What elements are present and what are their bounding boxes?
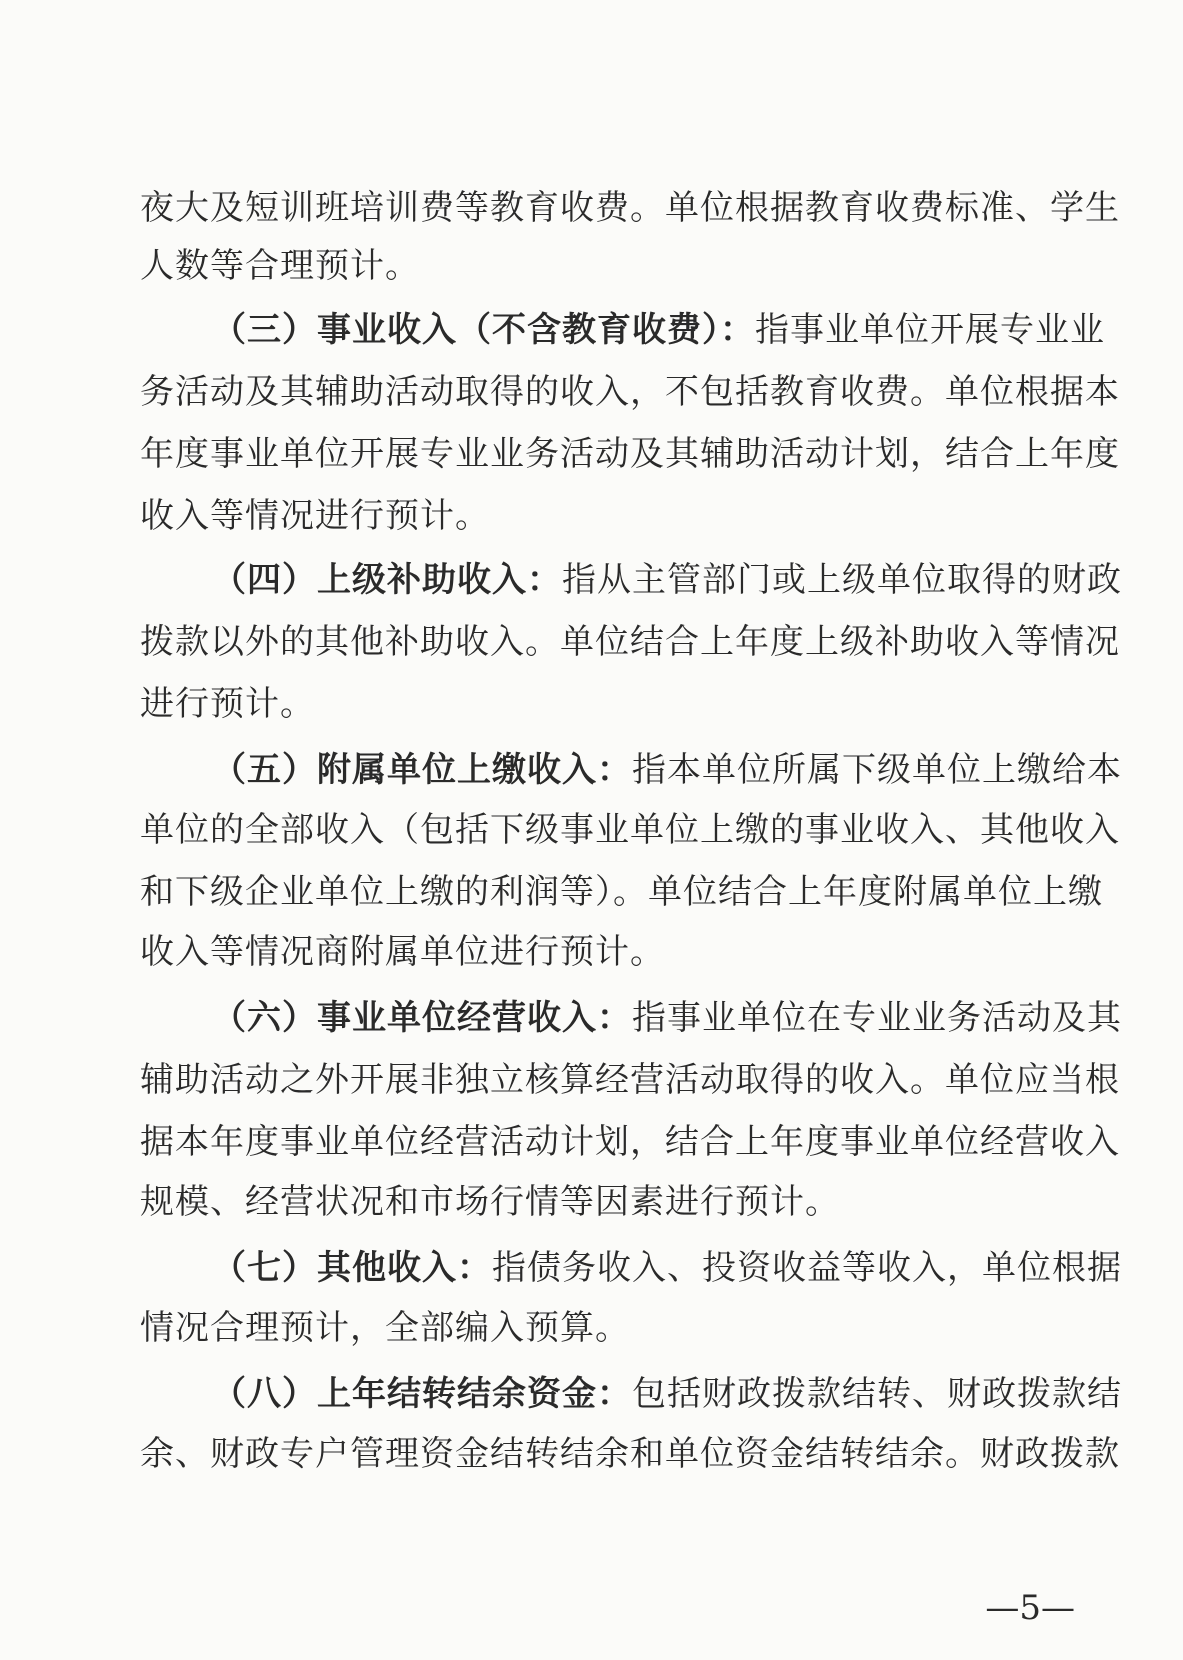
line-text: 情况合理预计，全部编入预算。 bbox=[140, 1308, 630, 1348]
section-7-heading: （七）其他收入： bbox=[212, 1248, 492, 1288]
body-line bbox=[140, 922, 1075, 982]
body-line bbox=[140, 1112, 1120, 1172]
section-6-heading-line bbox=[212, 988, 1122, 1048]
line-text: 指从主管部门或上级单位取得的财政 bbox=[562, 560, 1122, 600]
body-line bbox=[140, 612, 1120, 672]
body-line bbox=[140, 800, 1120, 860]
section-5-heading-line bbox=[212, 740, 1122, 800]
body-line bbox=[140, 1424, 1120, 1484]
body-line bbox=[140, 862, 1103, 922]
line-text: 辅助活动之外开展非独立核算经营活动取得的收入。单位应当根 bbox=[140, 1060, 1120, 1100]
section-3-heading: （三）事业收入（不含教育收费）： bbox=[212, 310, 755, 350]
section-6-heading: （六）事业单位经营收入： bbox=[212, 998, 632, 1038]
line-text: 进行预计。 bbox=[140, 684, 315, 724]
body-line bbox=[140, 674, 1075, 734]
line-text: 指本单位所属下级单位上缴给本 bbox=[632, 750, 1122, 790]
section-8-heading: （八）上年结转结余资金： bbox=[212, 1374, 632, 1414]
line-text: 拨款以外的其他补助收入。单位结合上年度上级补助收入等情况 bbox=[140, 622, 1120, 662]
line-text: 单位的全部收入（包括下级事业单位上缴的事业收入、其他收入 bbox=[140, 810, 1120, 850]
body-line bbox=[140, 1172, 1075, 1232]
body-line bbox=[140, 486, 1075, 546]
line-text: 人数等合理预计。 bbox=[140, 246, 420, 286]
line-text: 指债务收入、投资收益等收入，单位根据 bbox=[492, 1248, 1122, 1288]
section-8-heading-line bbox=[212, 1364, 1122, 1424]
section-4-heading-line bbox=[212, 550, 1122, 610]
body-line bbox=[140, 1050, 1120, 1110]
section-7-heading-line bbox=[212, 1238, 1122, 1298]
section-5-heading: （五）附属单位上缴收入： bbox=[212, 750, 632, 790]
section-4-heading: （四）上级补助收入： bbox=[212, 560, 562, 600]
body-line bbox=[140, 424, 1120, 484]
line-text: 年度事业单位开展专业业务活动及其辅助活动计划，结合上年度 bbox=[140, 434, 1120, 474]
line-text: 指事业单位开展专业业 bbox=[755, 310, 1105, 350]
line-text: 务活动及其辅助活动取得的收入，不包括教育收费。单位根据本 bbox=[140, 372, 1120, 412]
body-line bbox=[140, 362, 1120, 422]
line-text: 指事业单位在专业业务活动及其 bbox=[632, 998, 1122, 1038]
line-text: 夜大及短训班培训费等教育收费。单位根据教育收费标准、学生 bbox=[140, 188, 1120, 228]
section-3-heading-line bbox=[212, 300, 1105, 360]
page-number: —5— bbox=[985, 1588, 1075, 1628]
line-text: 收入等情况进行预计。 bbox=[140, 496, 490, 536]
line-text: 和下级企业单位上缴的利润等）。单位结合上年度附属单位上缴 bbox=[140, 872, 1103, 912]
line-text: 规模、经营状况和市场行情等因素进行预计。 bbox=[140, 1182, 840, 1222]
line-text: 收入等情况商附属单位进行预计。 bbox=[140, 932, 665, 972]
line-text: 余、财政专户管理资金结转结余和单位资金结转结余。财政拨款 bbox=[140, 1434, 1120, 1474]
body-line bbox=[140, 236, 1075, 296]
body-line bbox=[140, 178, 1120, 238]
line-text: 据本年度事业单位经营活动计划，结合上年度事业单位经营收入 bbox=[140, 1122, 1120, 1162]
body-line bbox=[140, 1298, 1075, 1358]
line-text: 包括财政拨款结转、财政拨款结 bbox=[632, 1374, 1122, 1414]
